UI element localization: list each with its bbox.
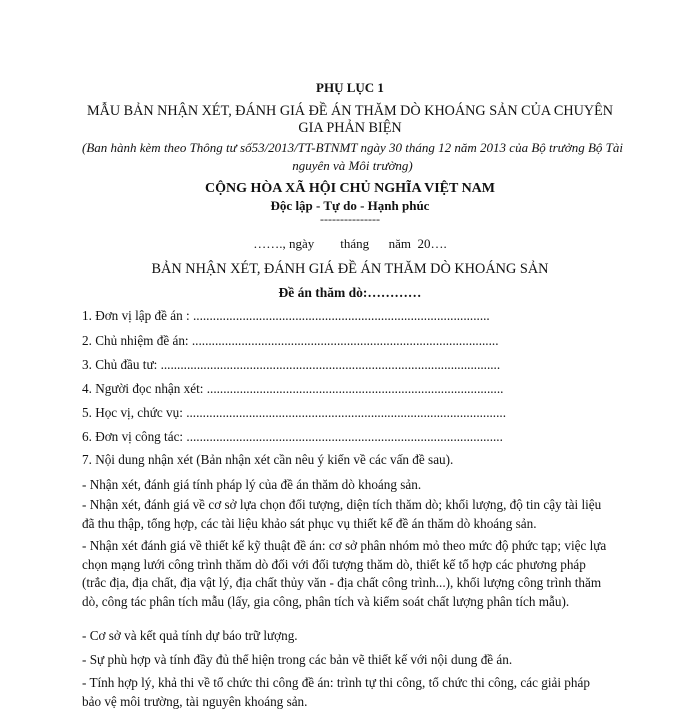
- bullet-drawings-consistency: - Sự phù hợp và tính đầy đủ thể hiện trong các bản vẽ thiết kế với nội dung đề án.: [82, 652, 513, 667]
- bullet-legality: - Nhận xét, đánh giá tính pháp lý của đề án thăm dò khoáng sản.: [82, 477, 422, 492]
- national-motto: Độc lập - Tự do - Hạnh phúc: [270, 198, 430, 213]
- field-investor: 3. Chủ đầu tư: .......................................................................................................: [82, 357, 501, 372]
- field-degree-position: 5. Học vị, chức vụ: .................................................................................................: [82, 405, 506, 420]
- form-title: MẪU BẢN NHẬN XÉT, ĐÁNH GIÁ ĐỀ ÁN THĂM DÒ KHOÁNG SẢN CỦA CHUYÊN GIA PHẢN BIỆN: [87, 103, 613, 136]
- field-survey-unit: 1. Đơn vị lập đề án : ..........................................................................................: [82, 308, 490, 323]
- item-7-review-content: 7. Nội dung nhận xét (Bản nhận xét cần nêu ý kiến về các vấn đề sau).: [82, 452, 454, 467]
- field-project-lead: 2. Chủ nhiệm đề án: .............................................................................................: [82, 333, 499, 348]
- motto-divider: ---------------: [320, 212, 380, 226]
- bullet-technical-design: - Nhận xét đánh giá về thiết kế kỹ thuật đề án: cơ sở phân nhóm mỏ theo mức độ phức tạp; việc lựa chọn mạng lưới công trình thăm dò đối với đối tượng thăm dò, thiết kế tổ hợp các phương pháp (trắc địa, địa chất, địa vật lý, địa chất thủy văn - địa chất công trình...), khối lượng công trình thăm dò, công tác phân tích mẫu (lấy, gia công, phân tích và kiểm soát chất lượng phân tích mẫu).: [82, 538, 607, 609]
- bullet-reserve-estimate: - Cơ sở và kết quả tính dự báo trữ lượng.: [82, 628, 298, 643]
- field-reviewer: 4. Người đọc nhận xét: ..........................................................................................: [82, 381, 504, 396]
- issued-note: (Ban hành kèm theo Thông tư số53/2013/TT-BTNMT ngày 30 tháng 12 năm 2013 của Bộ trưởng Bộ Tài nguyên và Môi trường): [82, 140, 623, 173]
- bullet-target-selection: - Nhận xét, đánh giá về cơ sở lựa chọn đối tượng, diện tích thăm dò; khối lượng, độ tin cậy tài liệu đã thu thập, tổng hợp, các tài liệu khảo sát phục vụ thiết kế đề án thăm dò khoáng sản.: [82, 497, 602, 531]
- bullet-feasibility: - Tính hợp lý, khả thi về tổ chức thi công đề án: trình tự thi công, tổ chức thi công, các giải pháp bảo vệ môi trường, tài nguyên khoáng sản.: [82, 675, 590, 709]
- project-line: Đề án thăm dò:…………: [278, 285, 422, 300]
- field-work-unit: 6. Đơn vị công tác: ................................................................................................: [82, 429, 503, 444]
- nation-name: CỘNG HÒA XÃ HỘI CHỦ NGHĨA VIỆT NAM: [204, 181, 495, 196]
- appendix-label: PHỤ LỤC 1: [316, 80, 384, 95]
- date-line: ……., ngày tháng năm 20….: [253, 236, 447, 251]
- document-title: BẢN NHẬN XÉT, ĐÁNH GIÁ ĐỀ ÁN THĂM DÒ KHOÁNG SẢN: [151, 261, 549, 277]
